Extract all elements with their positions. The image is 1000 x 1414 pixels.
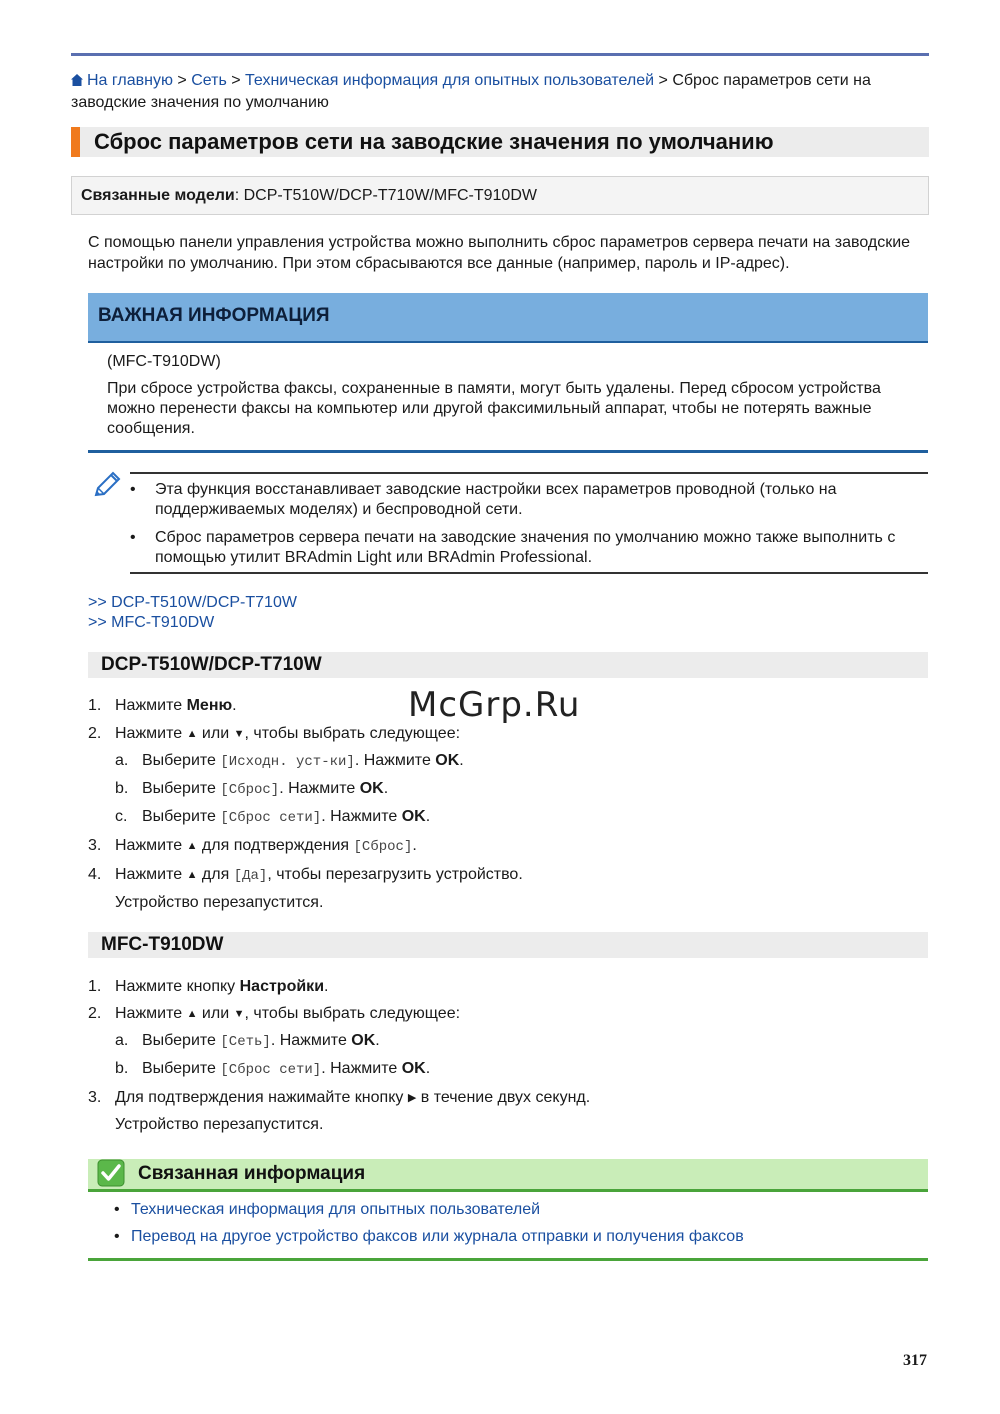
intro-paragraph: С помощью панели управления устройства можно выполнить сброс параметров сервера печати на заводские настройки по умолчанию. При этом сбрасываются все данные (например, пароль и IP-адрес).	[88, 234, 911, 272]
breadcrumb-network-link[interactable]: Сеть	[191, 72, 227, 89]
breadcrumb	[71, 70, 931, 114]
related-link-tech-info[interactable]: Техническая информация для опытных пользователей	[131, 1201, 541, 1218]
breadcrumb-separator: >	[654, 72, 673, 89]
down-arrow-icon: ▼	[233, 728, 245, 740]
related-link-fax-transfer[interactable]: Перевод на другое устройство факсов или журнала отправки и получения факсов	[131, 1228, 744, 1245]
title-accent	[71, 127, 80, 157]
note-item: • Эта функция восстанавливает заводские настройки всех параметров проводной (только на поддерживаемых моделях) и беспроводной сети.	[130, 481, 837, 518]
important-model: (MFC-T910DW)	[107, 353, 221, 370]
up-arrow-icon: ▲	[186, 1008, 198, 1020]
home-icon[interactable]	[71, 74, 83, 86]
important-heading-bar	[88, 293, 928, 343]
up-arrow-icon: ▲	[186, 840, 198, 852]
up-arrow-icon: ▲	[186, 869, 198, 881]
up-arrow-icon: ▲	[186, 728, 198, 740]
section-title: DCP-T510W/DCP-T710W	[101, 654, 322, 675]
breadcrumb-home-link[interactable]: На главную	[87, 72, 173, 89]
page-number: 317	[903, 1352, 927, 1369]
breadcrumb-current: Сброс параметров сети на заводские значения по умолчанию	[71, 72, 871, 111]
important-body	[88, 352, 928, 439]
page-title-bar	[71, 127, 929, 157]
important-heading: ВАЖНАЯ ИНФОРМАЦИЯ	[98, 305, 330, 326]
related-models-box	[71, 176, 929, 215]
note-list	[130, 480, 928, 576]
note-bottom-rule	[130, 572, 928, 574]
note-top-rule	[130, 472, 928, 474]
related-models-value: : DCP-T510W/DCP-T710W/MFC-T910DW	[234, 187, 537, 204]
related-info-list	[114, 1200, 914, 1254]
important-text: При сбросе устройства факсы, сохраненные в памяти, могут быть удалены. Перед сбросом устройства можно перенести факсы на компьютер или другой факсимильный аппарат, чтобы не потерять важные сообщения.	[107, 380, 881, 437]
pencil-icon	[92, 468, 124, 500]
down-arrow-icon: ▼	[233, 1008, 245, 1020]
related-info-item: • Техническая информация для опытных пользователей	[114, 1201, 541, 1218]
section-heading-dcp	[88, 652, 928, 678]
watermark: McGrp.Ru	[408, 685, 581, 725]
checkmark-icon	[97, 1159, 125, 1187]
jump-link-mfc[interactable]: >> MFC-T910DW	[88, 614, 215, 631]
section-title: MFC-T910DW	[101, 934, 224, 955]
right-arrow-icon: ▶	[407, 1092, 417, 1104]
breadcrumb-separator: >	[226, 72, 246, 89]
model-jump-links	[88, 593, 297, 633]
page-title: Сброс параметров сети на заводские значения по умолчанию	[94, 129, 774, 154]
related-info-heading-bar	[88, 1159, 928, 1192]
jump-link-dcp[interactable]: >> DCP-T510W/DCP-T710W	[88, 594, 297, 611]
important-bottom-rule	[88, 450, 928, 453]
related-bottom-rule	[88, 1258, 928, 1261]
section-heading-mfc	[88, 932, 928, 958]
breadcrumb-separator: >	[172, 72, 192, 89]
related-info-item: • Перевод на другое устройство факсов или журнала отправки и получения факсов	[114, 1228, 744, 1245]
top-rule	[71, 53, 929, 56]
breadcrumb-tech-info-link[interactable]: Техническая информация для опытных пользователей	[245, 72, 655, 89]
related-models-label: Связанные модели	[81, 187, 235, 204]
note-item: • Сброс параметров сервера печати на заводские значения по умолчанию можно также выполнить с помощью утилит BRAdmin Light или BRAdmin Professional.	[130, 529, 896, 566]
related-info-heading: Связанная информация	[138, 1163, 366, 1184]
